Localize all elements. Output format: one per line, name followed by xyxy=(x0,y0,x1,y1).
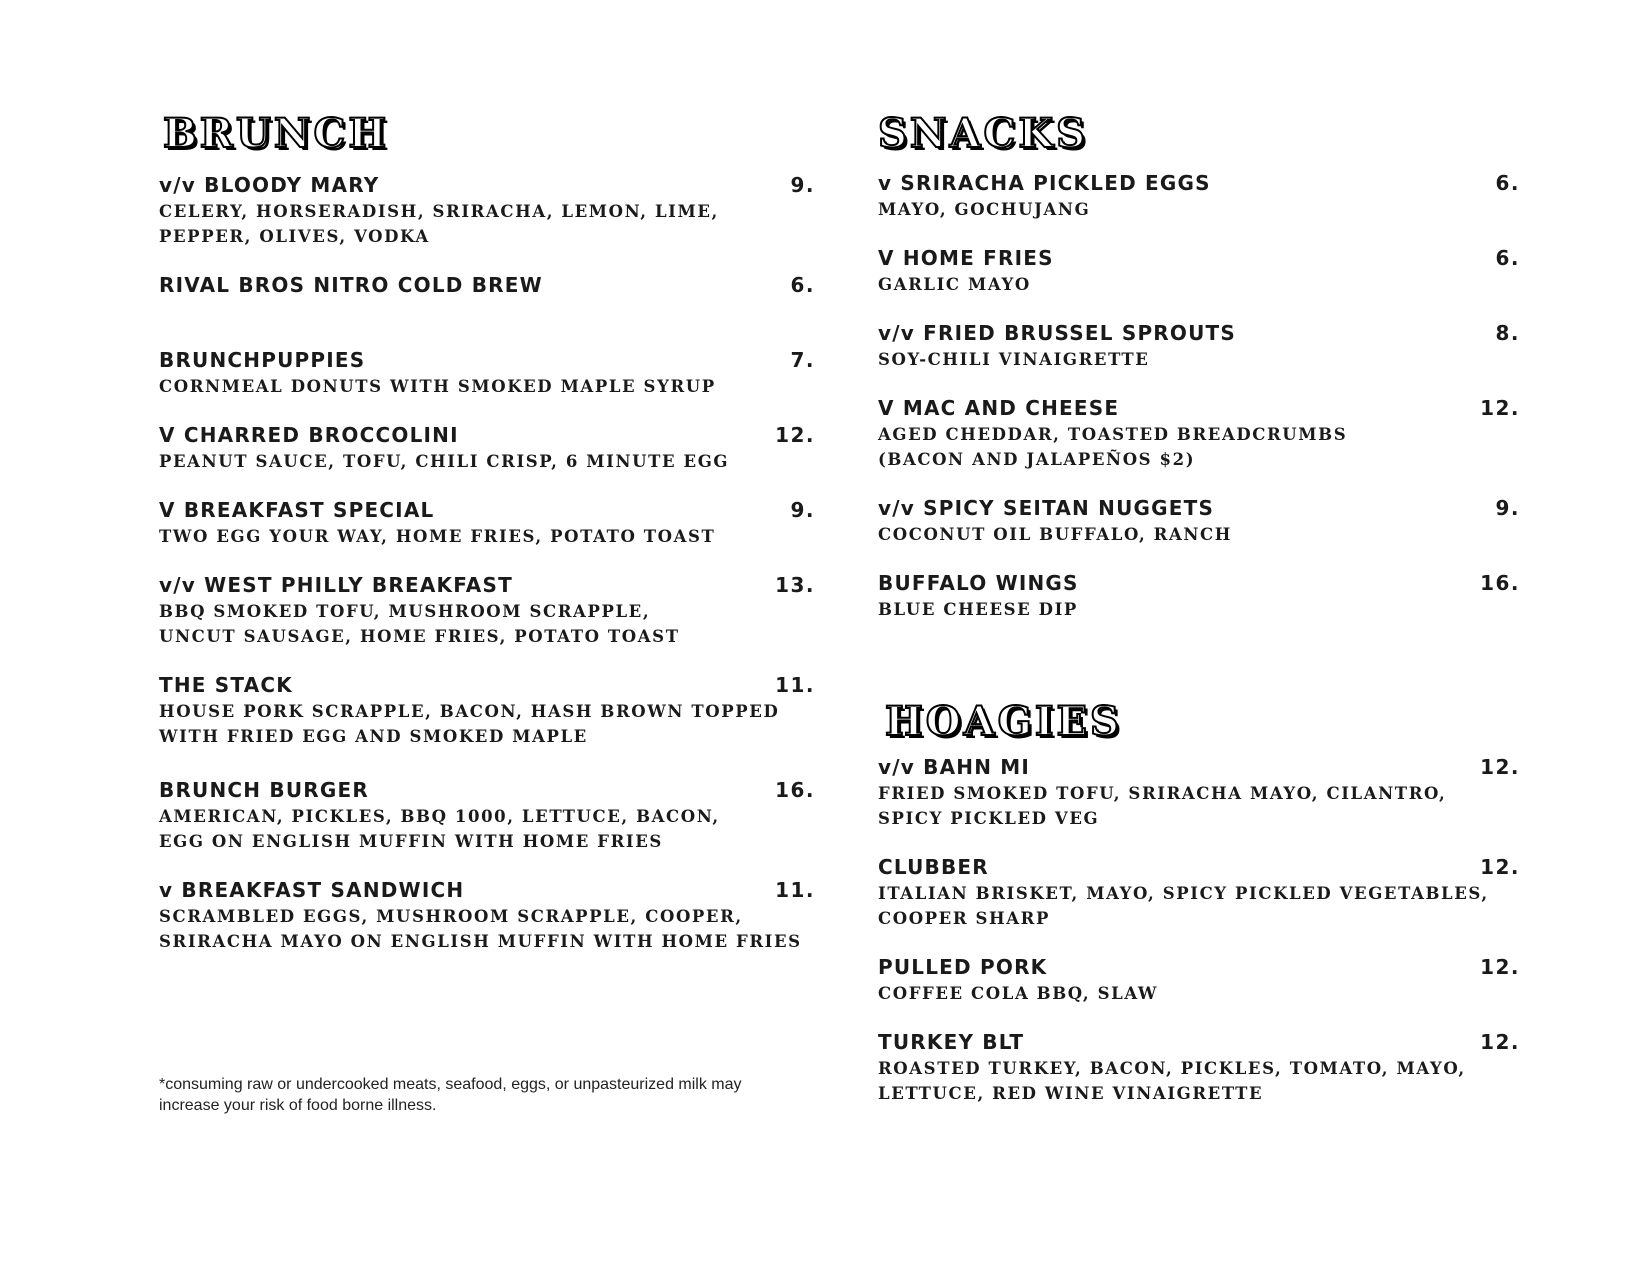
description-line: ROASTED TURKEY, BACON, PICKLES, TOMATO, MAYO, xyxy=(878,1059,1466,1078)
description-line: BLUE CHEESE DIP xyxy=(878,600,1078,619)
item-description xyxy=(159,599,680,649)
snacks-heading: SNACKS xyxy=(878,110,1088,157)
item-description xyxy=(159,524,715,549)
item-description xyxy=(159,904,802,954)
description-line: TWO EGG YOUR WAY, HOME FRIES, POTATO TOAST xyxy=(159,527,716,546)
description-line: FRIED SMOKED TOFU, SRIRACHA MAYO, CILANTRO, xyxy=(878,784,1447,803)
description-line: COCONUT OIL BUFFALO, RANCH xyxy=(878,525,1232,544)
item-name: THE STACK xyxy=(159,673,293,697)
description-line: AMERICAN, PICKLES, BBQ 1000, LETTUCE, BACON, xyxy=(159,807,720,826)
description-line: PEPPER, OLIVES, VODKA xyxy=(159,227,430,246)
item-name: V CHARRED BROCCOLINI xyxy=(159,423,459,447)
description-line: EGG ON ENGLISH MUFFIN WITH HOME FRIES xyxy=(159,832,663,851)
description-line: LETTUCE, RED WINE VINAIGRETTE xyxy=(878,1084,1264,1103)
description-line: WITH FRIED EGG AND SMOKED MAPLE xyxy=(159,727,588,746)
item-price: 6. xyxy=(790,273,815,297)
item-name: v/v SPICY SEITAN NUGGETS xyxy=(878,496,1215,520)
item-name: v SRIRACHA PICKLED EGGS xyxy=(878,171,1211,195)
description-line: CORNMEAL DONUTS WITH SMOKED MAPLE SYRUP xyxy=(159,377,716,396)
item-price: 6. xyxy=(1495,246,1520,270)
item-name: BUFFALO WINGS xyxy=(878,571,1079,595)
description-line: CELERY, HORSERADISH, SRIRACHA, LEMON, LIME, xyxy=(159,202,719,221)
item-price: 6. xyxy=(1495,171,1520,195)
item-description xyxy=(159,199,719,249)
item-name: RIVAL BROS NITRO COLD BREW xyxy=(159,273,543,297)
item-name: v/v FRIED BRUSSEL SPROUTS xyxy=(878,321,1236,345)
description-line: GARLIC MAYO xyxy=(878,275,1031,294)
item-name: BRUNCH BURGER xyxy=(159,778,369,802)
description-line: AGED CHEDDAR, TOASTED BREADCRUMBS xyxy=(878,425,1348,444)
item-description xyxy=(878,347,1149,372)
item-price: 7. xyxy=(790,348,815,372)
item-name: CLUBBER xyxy=(878,855,989,879)
description-line: SRIRACHA MAYO ON ENGLISH MUFFIN WITH HOME FRIES xyxy=(159,932,802,951)
item-price: 9. xyxy=(1495,496,1520,520)
description-line: COFFEE COLA BBQ, SLAW xyxy=(878,984,1159,1003)
item-description xyxy=(878,1056,1466,1106)
description-line: HOUSE PORK SCRAPPLE, BACON, HASH BROWN TOPPED xyxy=(159,702,780,721)
item-price: 12. xyxy=(1480,855,1520,879)
item-description xyxy=(878,522,1232,547)
item-description xyxy=(159,804,720,854)
item-description xyxy=(878,781,1446,831)
item-name: V BREAKFAST SPECIAL xyxy=(159,498,435,522)
item-price: 13. xyxy=(775,573,815,597)
item-name: v/v BLOODY MARY xyxy=(159,173,380,197)
item-price: 16. xyxy=(1480,571,1520,595)
item-name: v BREAKFAST SANDWICH xyxy=(159,878,465,902)
item-name: BRUNCHPUPPIES xyxy=(159,348,366,372)
item-price: 12. xyxy=(1480,396,1520,420)
hoagies-heading: HOAGIES xyxy=(885,698,1122,745)
item-price: 12. xyxy=(1480,755,1520,779)
item-price: 16. xyxy=(775,778,815,802)
item-description xyxy=(878,981,1158,1006)
item-name: TURKEY BLT xyxy=(878,1030,1025,1054)
description-line: (BACON AND JALAPEÑOS $2) xyxy=(878,450,1196,469)
item-description xyxy=(159,374,716,399)
item-description xyxy=(878,197,1090,222)
item-description xyxy=(159,699,779,749)
description-line: COOPER SHARP xyxy=(878,909,1050,928)
item-price: 11. xyxy=(775,878,815,902)
item-description xyxy=(878,881,1489,931)
description-line: BBQ SMOKED TOFU, MUSHROOM SCRAPPLE, xyxy=(159,602,651,621)
item-description xyxy=(878,272,1031,297)
item-name: PULLED PORK xyxy=(878,955,1048,979)
disclaimer-line: increase your risk of food borne illness. xyxy=(159,1097,437,1114)
description-line: PEANUT SAUCE, TOFU, CHILI CRISP, 6 MINUTE EGG xyxy=(159,452,730,471)
item-description xyxy=(878,597,1078,622)
item-price: 9. xyxy=(790,173,815,197)
description-line: UNCUT SAUSAGE, HOME FRIES, POTATO TOAST xyxy=(159,627,680,646)
description-line: SOY-CHILI VINAIGRETTE xyxy=(878,350,1150,369)
item-price: 12. xyxy=(1480,1030,1520,1054)
item-name: V MAC AND CHEESE xyxy=(878,396,1120,420)
item-price: 8. xyxy=(1495,321,1520,345)
description-line: MAYO, GOCHUJANG xyxy=(878,200,1091,219)
item-description xyxy=(878,422,1347,472)
brunch-heading: BRUNCH xyxy=(163,110,390,157)
item-description xyxy=(159,449,729,474)
item-price: 9. xyxy=(790,498,815,522)
disclaimer-line: *consuming raw or undercooked meats, seafood, eggs, or unpasteurized milk may xyxy=(159,1076,742,1093)
description-line: ITALIAN BRISKET, MAYO, SPICY PICKLED VEGETABLES, xyxy=(878,884,1489,903)
item-name: v/v BAHN MI xyxy=(878,755,1031,779)
description-line: SPICY PICKLED VEG xyxy=(878,809,1100,828)
description-line: SCRAMBLED EGGS, MUSHROOM SCRAPPLE, COOPER, xyxy=(159,907,743,926)
item-name: V HOME FRIES xyxy=(878,246,1054,270)
item-price: 11. xyxy=(775,673,815,697)
item-name: v/v WEST PHILLY BREAKFAST xyxy=(159,573,513,597)
item-price: 12. xyxy=(1480,955,1520,979)
item-price: 12. xyxy=(775,423,815,447)
food-safety-disclaimer xyxy=(159,1074,742,1116)
